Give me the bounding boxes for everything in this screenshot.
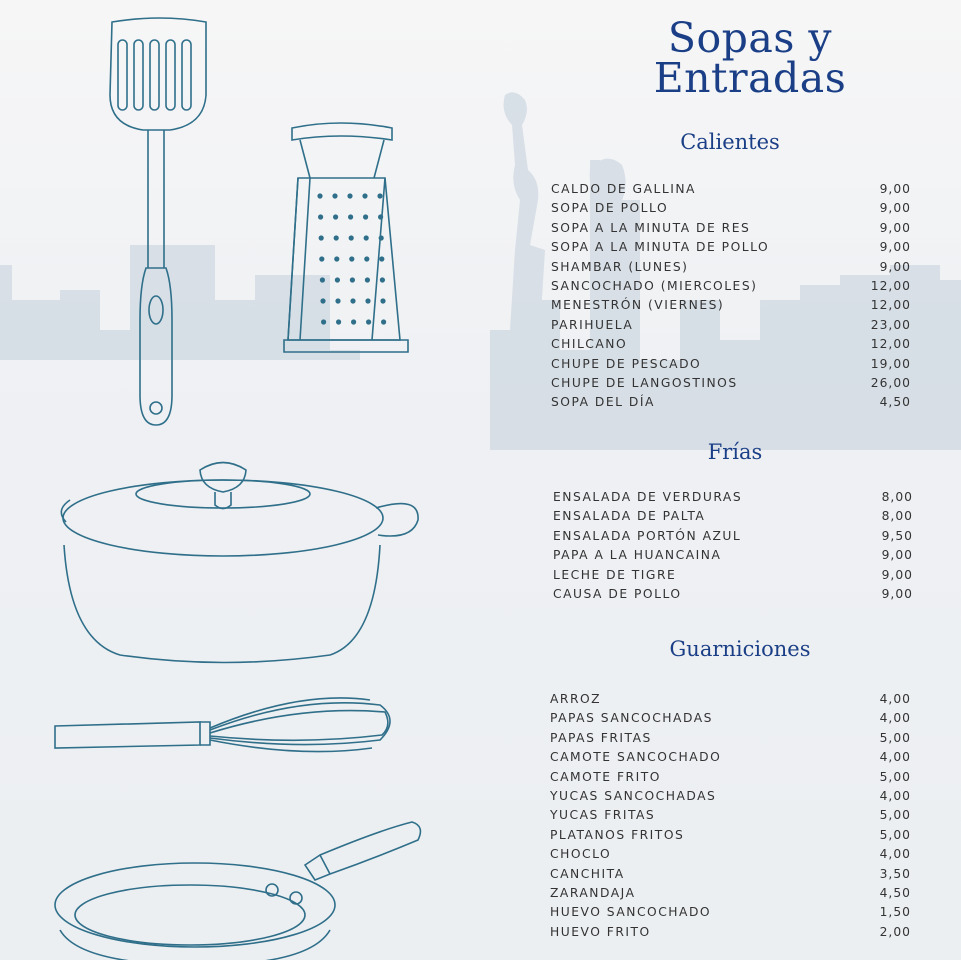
menu-item-name: MENESTRÓN (VIERNES) <box>551 298 725 313</box>
grater-hole <box>380 277 385 282</box>
section-title-calientes: Calientes <box>680 130 780 154</box>
grater-hole <box>348 214 353 219</box>
grater-hole <box>319 256 324 261</box>
menu-item-name: CAMOTE SANCOCHADO <box>550 750 722 765</box>
menu-item-name: PAPAS SANCOCHADAS <box>550 711 713 726</box>
menu-item-price: 4,00 <box>879 750 911 765</box>
menu-item-price: 12,00 <box>870 278 911 293</box>
menu-item-name: CHOCLO <box>550 847 612 862</box>
menu-item-name: ENSALADA PORTÓN AZUL <box>553 528 742 543</box>
menu-item <box>551 374 911 393</box>
menu-item <box>550 729 911 748</box>
grater-hole <box>334 256 339 261</box>
grater-hole <box>378 214 383 219</box>
grater-hole <box>366 319 371 324</box>
page-title: Sopas y Entradas <box>653 14 847 102</box>
menu-item-name: CAUSA DE POLLO <box>553 586 682 601</box>
grater-hole <box>350 298 355 303</box>
menu-item <box>550 768 911 787</box>
grater-hole <box>364 235 369 240</box>
grater-hole <box>317 193 322 198</box>
menu-item-name: YUCAS FRITAS <box>550 808 656 823</box>
menu-item-price: 19,00 <box>870 356 911 371</box>
grater-hole <box>351 319 356 324</box>
menu-item-price: 9,00 <box>881 567 913 582</box>
grater-hole <box>379 235 384 240</box>
menu-item-name: SOPA DEL DÍA <box>551 395 655 410</box>
section-title-guarniciones: Guarniciones <box>669 637 811 661</box>
menu-item-name: PLATANOS FRITOS <box>550 827 685 842</box>
grater-hole <box>362 193 367 198</box>
menu-item-name: ENSALADA DE VERDURAS <box>553 490 743 504</box>
menu-item-price: 2,00 <box>879 924 911 939</box>
grater-hole <box>364 256 369 261</box>
menu-item <box>551 296 911 315</box>
menu-item <box>550 787 911 806</box>
menu-item-name: PAPAS FRITAS <box>550 730 652 745</box>
menu-item <box>550 884 911 903</box>
frying-pan-icon <box>55 822 420 960</box>
menu-item-name: SOPA A LA MINUTA DE RES <box>551 220 751 235</box>
menu-item-name: HUEVO FRITO <box>550 924 651 939</box>
menu-item-name: YUCAS SANCOCHADAS <box>550 788 717 803</box>
menu-item-price: 4,00 <box>879 711 911 726</box>
menu-item <box>550 806 911 825</box>
menu-item-price: 9,50 <box>881 528 913 543</box>
menu-item-price: 5,00 <box>879 730 911 745</box>
menu-item <box>553 488 913 507</box>
grater-hole <box>318 214 323 219</box>
menu-item <box>550 826 911 845</box>
menu-item-name: PAPA A LA HUANCAINA <box>553 548 722 563</box>
grater-hole <box>335 298 340 303</box>
menu-item <box>551 180 911 199</box>
menu-item-price: 4,00 <box>879 692 911 706</box>
grater-hole <box>363 214 368 219</box>
grater-hole <box>349 256 354 261</box>
menu-item-price: 5,00 <box>879 769 911 784</box>
menu-item-name: PARIHUELA <box>551 317 634 332</box>
menu-item <box>550 903 911 922</box>
section-title-frias: Frías <box>707 440 763 464</box>
grater-hole <box>377 193 382 198</box>
menu-item <box>551 219 911 238</box>
menu-item-price: 8,00 <box>881 490 913 504</box>
menu-item <box>551 393 911 412</box>
menu-item-name: ZARANDAJA <box>550 885 636 900</box>
grater-hole <box>320 298 325 303</box>
grater-hole <box>333 214 338 219</box>
menu-item-price: 26,00 <box>870 375 911 390</box>
menu-item-price: 4,00 <box>879 788 911 803</box>
menu-item-price: 9,00 <box>881 586 913 601</box>
menu-item-price: 8,00 <box>881 509 913 524</box>
spatula-icon <box>110 18 206 425</box>
menu-item <box>553 566 913 585</box>
menu-item-name: CHILCANO <box>551 337 628 352</box>
menu-item <box>550 845 911 864</box>
menu-item <box>553 585 913 604</box>
menu-item <box>553 507 913 526</box>
grater-hole <box>365 298 370 303</box>
menu-item <box>550 923 911 942</box>
grater-hole <box>349 235 354 240</box>
menu-item <box>553 546 913 565</box>
menu-item-price: 4,50 <box>879 395 911 410</box>
menu-item <box>553 527 913 546</box>
menu-item <box>550 690 911 709</box>
grater-hole <box>335 277 340 282</box>
pot-icon <box>61 463 418 663</box>
menu-item-price: 23,00 <box>870 317 911 332</box>
grater-hole <box>320 277 325 282</box>
menu-item-name: CAMOTE FRITO <box>550 769 661 784</box>
whisk-icon <box>55 698 390 752</box>
menu-item-price: 9,00 <box>879 220 911 235</box>
menu-item-name: CHUPE DE PESCADO <box>551 356 702 371</box>
grater-icon <box>284 123 408 352</box>
menu-item <box>550 865 911 884</box>
menu-item-price: 1,50 <box>879 905 911 920</box>
menu-item <box>551 316 911 335</box>
menu-item-price: 3,50 <box>879 866 911 881</box>
menu-item <box>551 277 911 296</box>
menu-item <box>551 355 911 374</box>
menu-list-calientes <box>551 180 911 413</box>
menu-item-price: 4,00 <box>879 847 911 862</box>
grater-hole <box>347 193 352 198</box>
menu-list-guarniciones <box>550 690 911 942</box>
menu-item-name: SOPA A LA MINUTA DE POLLO <box>551 240 770 255</box>
menu-item-name: CANCHITA <box>550 866 625 881</box>
menu-item-name: ENSALADA DE PALTA <box>553 509 706 524</box>
menu-item-price: 12,00 <box>870 337 911 352</box>
menu-item-price: 12,00 <box>870 298 911 313</box>
menu-item <box>551 258 911 277</box>
menu-item <box>550 709 911 728</box>
grater-hole <box>381 319 386 324</box>
grater-hole <box>380 298 385 303</box>
grater-hole <box>332 193 337 198</box>
menu-item <box>551 199 911 218</box>
menu-item-name: SHAMBAR (LUNES) <box>551 259 689 274</box>
menu-item-price: 9,00 <box>879 259 911 274</box>
menu-item-name: CALDO DE GALLINA <box>551 182 696 196</box>
grater-hole <box>350 277 355 282</box>
menu-item <box>550 748 911 767</box>
grater-hole <box>365 277 370 282</box>
menu-item-name: ARROZ <box>550 692 602 706</box>
menu-item-name: HUEVO SANCOCHADO <box>550 905 712 920</box>
menu-item-price: 9,00 <box>879 182 911 196</box>
grater-hole <box>336 319 341 324</box>
menu-item <box>551 238 911 257</box>
menu-item <box>551 335 911 354</box>
grater-hole <box>334 235 339 240</box>
menu-item-name: LECHE DE TIGRE <box>553 567 677 582</box>
grater-hole <box>321 319 326 324</box>
menu-list-frias <box>553 488 913 604</box>
menu-item-name: SOPA DE POLLO <box>551 201 669 216</box>
menu-item-price: 5,00 <box>879 827 911 842</box>
menu-item-price: 9,00 <box>881 548 913 563</box>
menu-item-name: SANCOCHADO (MIERCOLES) <box>551 278 758 293</box>
menu-item-price: 5,00 <box>879 808 911 823</box>
menu-item-price: 9,00 <box>879 201 911 216</box>
menu-item-price: 9,00 <box>879 240 911 255</box>
menu-item-price: 4,50 <box>879 885 911 900</box>
menu-item-name: CHUPE DE LANGOSTINOS <box>551 375 738 390</box>
grater-hole <box>379 256 384 261</box>
grater-hole <box>319 235 324 240</box>
